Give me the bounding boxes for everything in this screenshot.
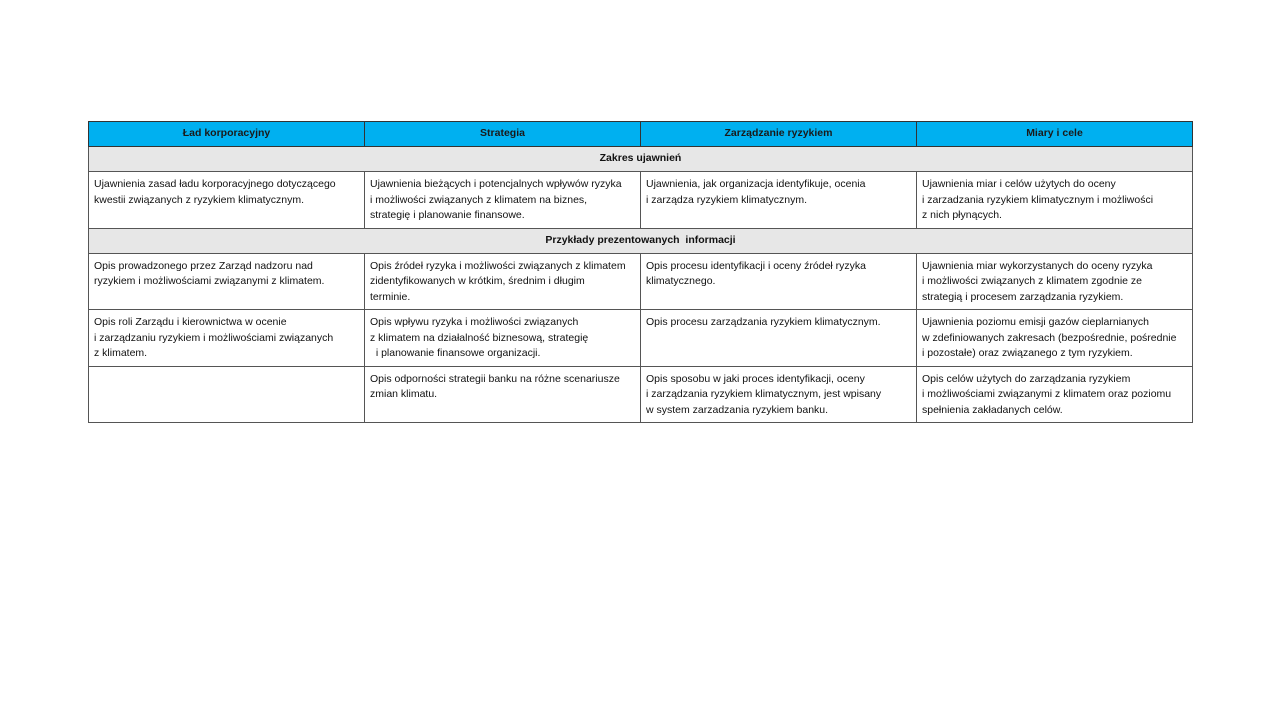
cell-line: Opis procesu zarządzania ryzykiem klimatycznym. (646, 316, 881, 328)
table-cell (917, 366, 1193, 423)
table-cell (365, 366, 641, 423)
cell-line: i zarzadzania ryzykiem klimatycznym i możliwości (922, 193, 1154, 206)
cell-line: z nich płynących. (922, 209, 1002, 221)
cell-line: Ujawnienia bieżących i potencjalnych wpływów ryzyka (370, 178, 622, 190)
table-cell (365, 253, 641, 310)
table-cell-empty (89, 366, 365, 423)
cell-line: i możliwości związanych z klimatem na biznes, (370, 193, 588, 206)
table-row (89, 310, 1193, 367)
table-row (89, 172, 1193, 229)
cell-line: i zarządzaniu ryzykiem i możliwościami związanych (94, 331, 334, 344)
cell-line: kwestii związanych z ryzykiem klimatycznym. (94, 193, 305, 206)
cell-line: Opis prowadzonego przez Zarząd nadzoru nad (94, 259, 313, 272)
column-header-risk-management: Zarządzanie ryzykiem (641, 122, 917, 147)
cell-line: i zarządza ryzykiem klimatycznym. (646, 193, 808, 206)
table-cell (917, 253, 1193, 310)
table-cell (641, 253, 917, 310)
cell-line: Opis źródeł ryzyka i możliwości związanych z klimatem (370, 259, 626, 272)
cell-line: Opis procesu identyfikacji i oceny źródeł ryzyka (646, 259, 867, 272)
section-row-scope (89, 147, 1193, 172)
column-header-strategy: Strategia (365, 122, 641, 147)
cell-line: i planowanie finansowe organizacji. (370, 347, 541, 359)
cell-line: spełnienia zakładanych celów. (922, 403, 1063, 416)
table-cell (641, 310, 917, 367)
cell-line: z klimatem. (94, 347, 148, 359)
table-cell (365, 172, 641, 229)
cell-line: Opis roli Zarządu i kierownictwa w ocenie (94, 316, 287, 328)
table-cell (641, 366, 917, 423)
column-header-metrics-targets: Miary i cele (917, 122, 1193, 147)
cell-line: Opis sposobu w jaki proces identyfikacji, oceny (646, 372, 865, 385)
section-title: Przykłady prezentowanych informacji (89, 228, 1193, 253)
section-title: Zakres ujawnień (89, 147, 1193, 172)
cell-line: i możliwościami związanymi z klimatem oraz poziomu (922, 388, 1172, 400)
cell-line: i pozostałe) oraz związanego z tym ryzykiem. (922, 347, 1133, 359)
cell-line: Ujawnienia, jak organizacja identyfikuje, ocenia (646, 178, 866, 190)
cell-line: Opis odporności strategii banku na różne scenariusze (370, 372, 620, 385)
cell-line: Ujawnienia zasad ładu korporacyjnego dotyczącego (94, 178, 336, 190)
table-row (89, 366, 1193, 423)
table-cell (89, 310, 365, 367)
tcfd-disclosure-table (88, 121, 1193, 423)
cell-line: w zdefiniowanych zakresach (bezpośrednie, pośrednie (922, 331, 1177, 344)
cell-line: klimatycznego. (646, 275, 716, 287)
table-cell (917, 310, 1193, 367)
cell-line: zmian klimatu. (370, 388, 438, 400)
table-cell (89, 253, 365, 310)
cell-line: w system zarzadzania ryzykiem banku. (646, 403, 829, 416)
cell-line: Ujawnienia miar wykorzystanych do oceny ryzyka (922, 259, 1153, 272)
table-cell (917, 172, 1193, 229)
header-row (89, 122, 1193, 147)
column-header-governance: Ład korporacyjny (89, 122, 365, 147)
cell-line: strategią i procesem zarządzania ryzykiem. (922, 290, 1124, 303)
cell-line: zidentyfikowanych w krótkim, średnim i długim (370, 275, 585, 287)
table-cell (89, 172, 365, 229)
cell-line: z klimatem na działalność biznesową, strategię (370, 331, 589, 344)
cell-line: i możliwości związanych z klimatem zgodnie ze (922, 275, 1142, 287)
cell-line: Ujawnienia miar i celów użytych do oceny (922, 178, 1116, 190)
cell-line: strategię i planowanie finansowe. (370, 209, 525, 221)
cell-line: Opis celów użytych do zarządzania ryzykiem (922, 372, 1131, 385)
table-cell (365, 310, 641, 367)
cell-line: terminie. (370, 290, 411, 303)
cell-line: Ujawnienia poziomu emisji gazów cieplarnianych (922, 316, 1150, 328)
section-row-examples (89, 228, 1193, 253)
table-row (89, 253, 1193, 310)
cell-line: ryzykiem i możliwościami związanymi z klimatem. (94, 275, 325, 287)
cell-line: i zarządzania ryzykiem klimatycznym, jest wpisany (646, 388, 882, 400)
table-cell (641, 172, 917, 229)
cell-line: Opis wpływu ryzyka i możliwości związanych (370, 316, 579, 328)
